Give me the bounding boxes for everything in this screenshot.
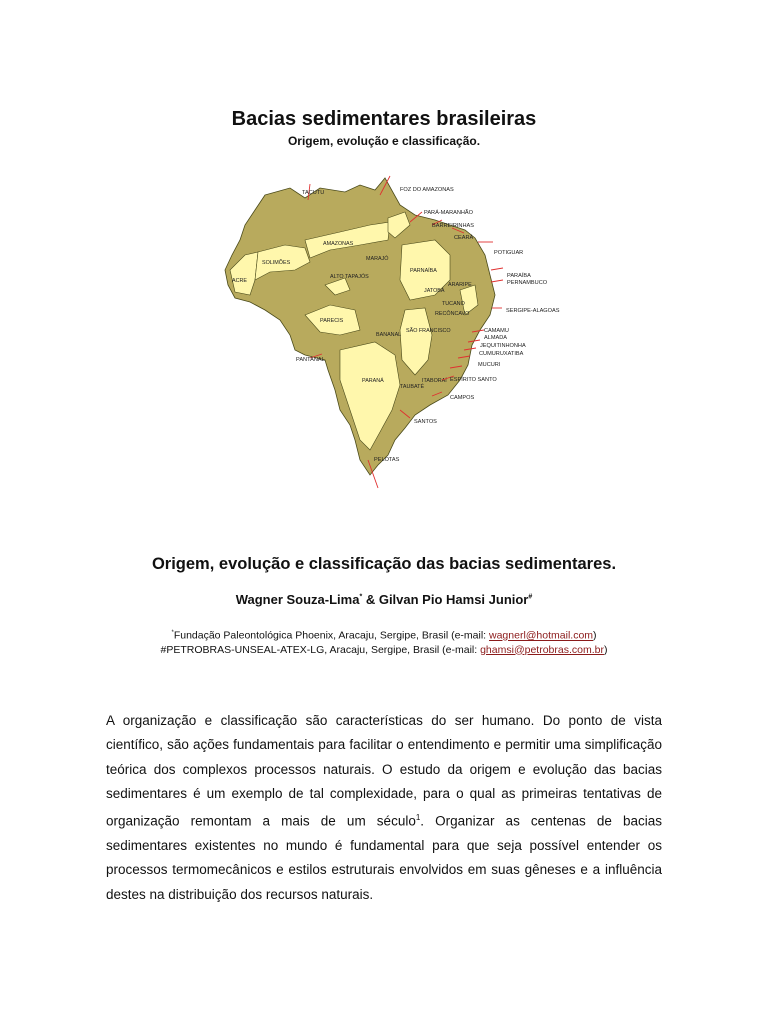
email-link-2[interactable]: ghamsi@petrobras.com.br [480, 643, 604, 656]
affiliation-2-close: ) [603, 643, 608, 656]
label-sergipe-alagoas: SERGIPE-ALAGOAS [506, 308, 560, 314]
label-pelotas: PELOTAS [374, 457, 400, 463]
author-2: Gilvan Pio Hamsi Junior [378, 592, 529, 607]
label-mucuri: MUCURI [478, 362, 501, 368]
label-almada: ALMADA [484, 335, 508, 341]
label-alto-tapajos: ALTO TAPAJÓS [330, 274, 369, 280]
document-subtitle: Origem, evolução e classificação. [287, 134, 481, 148]
label-santos: SANTOS [414, 419, 437, 425]
label-parnaiba: PARNAÍBA [410, 268, 437, 274]
label-ceara: CEARÁ [454, 235, 474, 241]
label-paraiba: PARAÍBA [507, 273, 531, 279]
label-foz-do-amazonas: FOZ DO AMAZONAS [400, 187, 454, 193]
affiliation-1-mark: * [171, 630, 174, 636]
label-para-maranhao: PARÁ-MARANHÃO [424, 210, 474, 216]
affiliation-2-text: #PETROBRAS-UNSEAL-ATEX-LG, Aracaju, Sergipe, Brasil (e-mail: [160, 643, 481, 656]
label-marajo: MARAJÓ [366, 256, 389, 262]
label-parecis: PARECIS [320, 318, 344, 324]
label-jequitinhonha: JEQUITINHONHA [480, 343, 526, 349]
article-heading: Origem, evolução e classificação das bacias sedimentares. [151, 555, 617, 573]
paragraph-part-2: . Organizar as centenas de bacias sedimentares existentes no mundo é fundamental para que seja possível entender os processos termomecânicos e estilos estruturais envolvidos em suas gêneses e a influência destes na distribuição dos recursos naturais. [106, 813, 662, 902]
label-sao-francisco: SÃO FRANCISCO [406, 328, 451, 334]
label-itaborai: ITABORAÍ [422, 378, 447, 384]
label-tacutu: TACUTU [302, 190, 325, 196]
affiliations [0, 626, 768, 657]
label-taubate: TAUBATÉ [400, 384, 425, 390]
label-reconcavo: RECÔNCAVO [435, 311, 470, 317]
email-link-1[interactable]: wagnerl@hotmail.com [489, 629, 594, 642]
author-1-mark: * [359, 593, 363, 601]
label-camamu: CAMAMU [484, 328, 509, 334]
label-solimoes: SOLIMÕES [262, 260, 291, 266]
label-espirito-santo: ESPÍRITO SANTO [450, 377, 497, 383]
affiliation-1 [0, 626, 768, 643]
affiliation-1-close: ) [593, 629, 597, 642]
document-title: Bacias sedimentares brasileiras [231, 108, 537, 130]
label-pantanal: PANTANAL [296, 357, 325, 363]
label-potiguar: POTIGUAR [494, 250, 524, 256]
author-separator: & [362, 592, 379, 607]
label-amazonas: AMAZONAS [323, 241, 354, 247]
label-cumuruxatiba: CUMURUXATIBA [479, 351, 524, 357]
brazil-basins-map [210, 170, 570, 500]
intro-paragraph [106, 709, 662, 907]
paragraph-part-1: A organização e classificação são características do ser humano. Do ponto de vista científico, são ações fundamentais para facilitar o entendimento e permitir uma simplificação teórica dos complexos processos naturais. O estudo da origem e evolução das bacias sedimentares é um exemplo de tal complexidade, para o qual as primeiras tentativas de organização remontam a mais de um século [106, 713, 662, 829]
label-acre: ACRE [232, 278, 247, 284]
label-parana: PARANÁ [362, 378, 384, 384]
footnote-ref[interactable]: 1 [415, 813, 421, 823]
affiliation-2 [0, 643, 768, 657]
label-pernambuco: PERNAMBUCO [507, 280, 548, 286]
author-line [0, 592, 768, 607]
label-campos: CAMPOS [450, 395, 475, 401]
label-tucano: TUCANO [442, 301, 465, 307]
author-2-mark: # [528, 593, 533, 601]
author-1: Wagner Souza-Lima [235, 592, 360, 607]
label-barreirinhas: BARREIRINHAS [432, 223, 474, 229]
label-jatoba: JATOBÁ [424, 288, 445, 294]
label-araripe: ARARIPE [448, 282, 472, 288]
affiliation-1-text: Fundação Paleontológica Phoenix, Aracaju, Sergipe, Brasil (e-mail: [173, 629, 489, 642]
label-bananal: BANANAL [376, 332, 402, 338]
